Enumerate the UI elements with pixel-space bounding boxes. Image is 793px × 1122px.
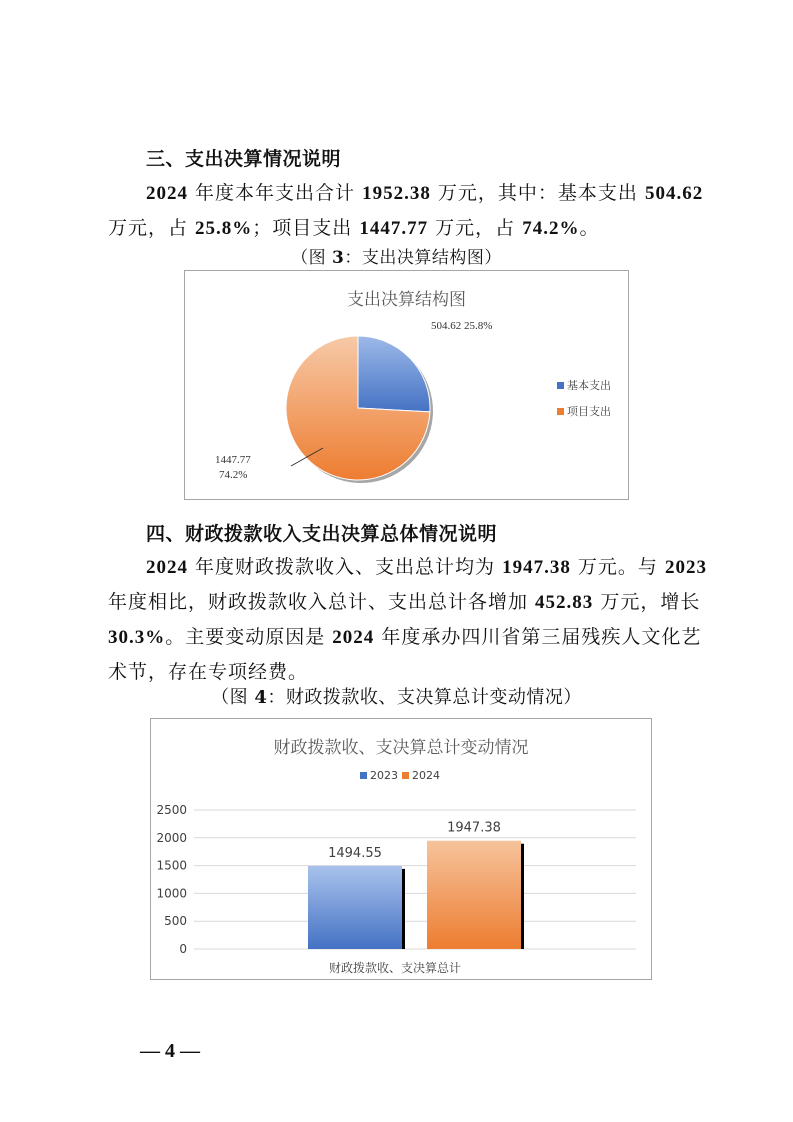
y-tick-label: 0 [179,942,187,956]
pie-chart-title: 支出决算结构图 [347,290,466,310]
bar-chart-title: 财政拨款收、支决算总计变动情况 [273,738,529,758]
section-4-paragraph: 2024 年度财政拨款收入、支出总计均为 1947.38 万元。与 2023 年度相比，财政拨款收入总计、支出总计各增加 452.83 万元，增长 30.3%。主要变动原因是 2024 年度承办四川省第三届残疾人文化艺 术节，存在专项经费。 [108,556,707,683]
bar-2023-shadow [402,869,405,949]
bar-2024-value-label: 1947.38 [447,820,501,836]
legend-item-project: 项目支出 [557,403,611,419]
legend-item-2023: 2023 [360,769,398,782]
y-tick-label: 2500 [156,803,187,817]
page-number: — 4 — [140,1040,200,1062]
bar-2024 [427,841,521,949]
bar-2023 [308,866,402,949]
x-axis-category-label: 财政拨款收、支决算总计 [328,961,462,975]
pie-chart [184,270,629,500]
bar-chart [150,718,652,980]
bar-2023-value-label: 1494.55 [328,845,382,861]
y-tick-label: 500 [164,914,187,929]
pie-label-project-pct: 74.2% [219,469,248,481]
section-3-paragraph: 2024 年度本年支出合计 1952.38 万元，其中：基本支出 504.62 万元，占 25.8%；项目支出 1447.77 万元，占 74.2%。 [108,182,704,239]
bar-2024-shadow [521,844,524,949]
pie-label-project-value: 1447.77 [215,454,251,466]
section-4-heading: 四、财政拨款收入支出决算总体情况说明 [146,523,498,545]
pie-label-basic: 504.62 25.8% [431,320,493,332]
y-tick-label: 2000 [156,830,187,845]
pie-slice-basic [358,336,430,412]
bar-chart-svg [151,719,651,979]
legend-item-2024: 2024 [402,769,440,782]
y-tick-label: 1500 [156,858,187,873]
legend-item-basic: 基本支出 [557,377,611,393]
section-3-heading: 三、支出决算情况说明 [146,148,342,170]
y-tick-label: 1000 [156,886,187,901]
figure-3-caption: （图 3：支出决算结构图） [291,248,502,268]
figure-4-caption: （图 4：财政拨款收、支决算总计变动情况） [211,687,582,708]
